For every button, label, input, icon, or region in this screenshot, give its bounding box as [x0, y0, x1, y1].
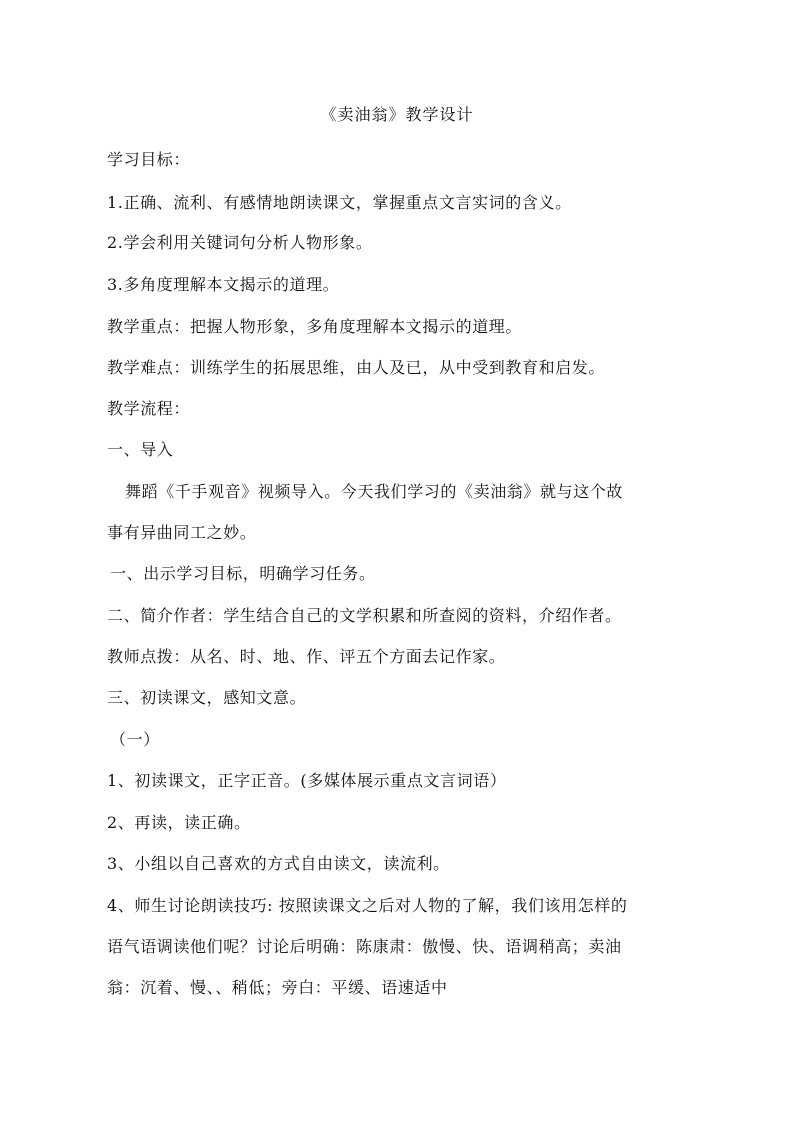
- reading-step-2: 2、再读，读正确。: [107, 813, 251, 832]
- intro-heading: 一、导入: [107, 440, 174, 459]
- teaching-focus-line: 教学重点：把握人物形象，多角度理解本文揭示的道理。: [107, 317, 523, 336]
- reading-step-3: 3、小组以自己喜欢的方式自由读文，读流利。: [107, 854, 450, 873]
- reading-skill-line-2: 语气语调读他们呢？讨论后明确：陈康肃：傲慢、快、语调稍高；卖油: [107, 937, 622, 956]
- reading-skill-line-1: 4、师生讨论朗读技巧: 按照读课文之后对人物的了解，我们该用怎样的: [107, 896, 628, 915]
- intro-paragraph-line-1: 舞蹈《千手观音》视频导入。今天我们学习的《卖油翁》就与这个故: [125, 482, 624, 501]
- teacher-guidance-line: 教师点拨：从名、时、地、作、评五个方面去记作家。: [107, 647, 506, 666]
- goal-line-1: 1.正确、流利、有感情地朗读课文，掌握重点文言实词的含义。: [107, 193, 572, 212]
- document-title: 《卖油翁》教学设计: [320, 105, 474, 124]
- goal-line-3: 3.多角度理解本文揭示的道理。: [107, 275, 340, 294]
- teaching-difficulty-line: 教学难点：训练学生的拓展思维，由人及已，从中受到教育和启发。: [107, 358, 606, 377]
- subsection-one-label: （一）: [110, 730, 160, 749]
- section-learning-goals-heading: 学习目标：: [107, 150, 191, 169]
- goal-line-2: 2.学会利用关键词句分析人物形象。: [107, 233, 373, 252]
- author-introduction-line: 二、简介作者：学生结合自己的文学积累和所查阅的资料，介绍作者。: [107, 606, 622, 625]
- reading-step-1: 1、初读课文，正字正音。(多媒体展示重点文言词语）: [107, 771, 507, 790]
- intro-paragraph-line-2: 事有异曲同工之妙。: [107, 523, 257, 542]
- first-reading-heading: 三、初读课文，感知文意。: [107, 688, 307, 707]
- teaching-process-heading: 教学流程：: [107, 399, 191, 418]
- reading-skill-line-3: 翁：沉着、慢、、稍低；旁白：平缓、语速适中: [107, 978, 448, 997]
- learning-task-line: 一、出示学习目标，明确学习任务。: [110, 564, 376, 583]
